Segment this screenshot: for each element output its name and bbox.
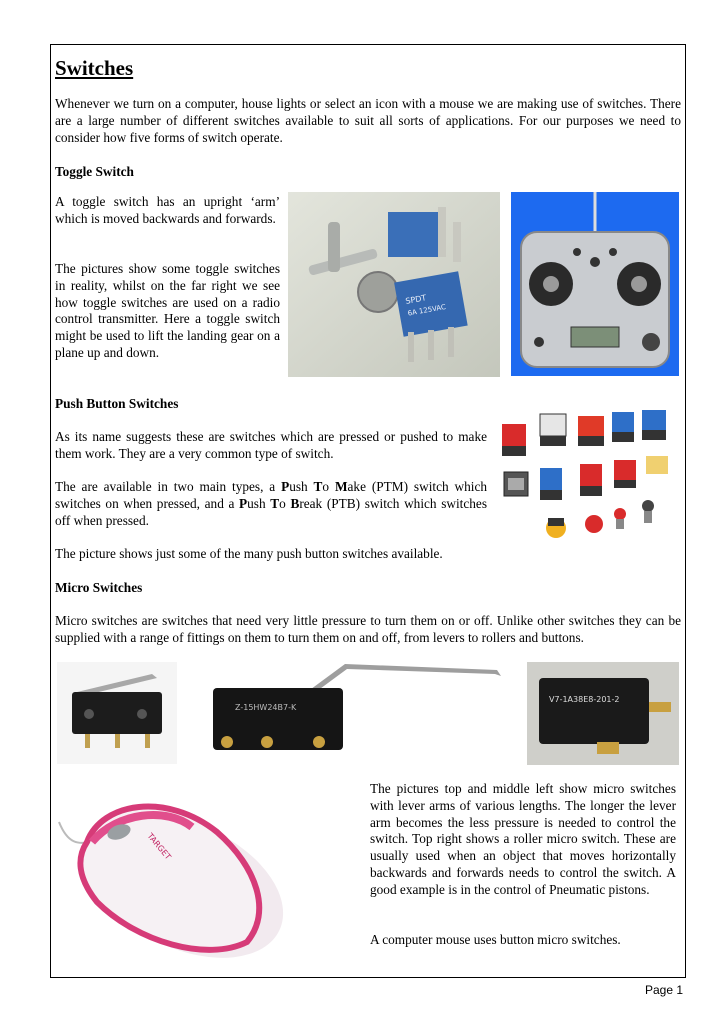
toggle-switch-photo [288, 192, 500, 377]
push-button-switches-photo [490, 402, 680, 552]
toggle-switch-heading: Toggle Switch [55, 164, 134, 179]
toggle-paragraph-1: A toggle switch has an upright ‘arm’ which is moved backwards and forwards. [55, 194, 280, 226]
micro-paragraph-3: A computer mouse uses button micro switches. [370, 932, 621, 947]
toggle-paragraph-2: The pictures show some toggle switches in reality, whilst on the far right we see how toggle switches are used on a radio control transmitter. Here a toggle switch might be used to lift the landing gear on a plane up and down. [55, 261, 280, 360]
push-paragraph-3: The picture shows just some of the many push button switches available. [55, 546, 443, 561]
micro-paragraph-1: Micro switches are switches that need very little pressure to turn them on or off. Unlike other switches they can be supplied with a range of fittings on them to turn them on and off, from levers to rollers and buttons. [55, 613, 681, 645]
toggle-photo-label-1: SPDT [404, 293, 427, 306]
micro-photo-label-2: V7-1A38E8-201-2 [549, 695, 620, 704]
intro-paragraph: Whenever we turn on a computer, house lights or select an icon with a mouse we are making use of switches. There are a large number of different switches available to suit all sorts of applications. For our purposes we need to consider how five forms of switch operate. [55, 96, 681, 145]
page-number: Page 1 [645, 983, 684, 997]
micro-photo-label-3: TARGET [145, 831, 173, 862]
micro-paragraph-2: The pictures top and middle left show micro switches with lever arms of various lengths. The longer the lever arm becomes the less pressure is needed to control the switch. Top right shows a roller micro switch. These are usually used when an object that moves horizontally backwards and forwards needs to control the switch. A good example is in the control of Pneumatic pistons. [370, 781, 676, 897]
toggle-photo-label-2: 6A 125VAC [407, 303, 447, 318]
radio-transmitter-photo [511, 192, 679, 376]
push-paragraph-2: The are available in two main types, a Push To Make (PTM) switch which switches on when pressed, and a Push To Break (PTB) switch which switches off when pressed. [55, 479, 488, 528]
computer-mouse-photo [57, 772, 292, 958]
page-title: Switches [55, 56, 134, 80]
micro-photo-label-1: Z-15HW24B7-K [235, 703, 297, 712]
micro-switch-short-lever-photo [57, 662, 177, 764]
roller-micro-switch-photo [527, 662, 679, 765]
micro-switches-heading: Micro Switches [55, 580, 143, 595]
push-paragraph-1: As its name suggests these are switches which are pressed or pushed to make them work. They are a very common type of switch. [55, 429, 487, 461]
push-button-heading: Push Button Switches [55, 396, 179, 411]
micro-switch-long-lever-photo [205, 660, 502, 765]
